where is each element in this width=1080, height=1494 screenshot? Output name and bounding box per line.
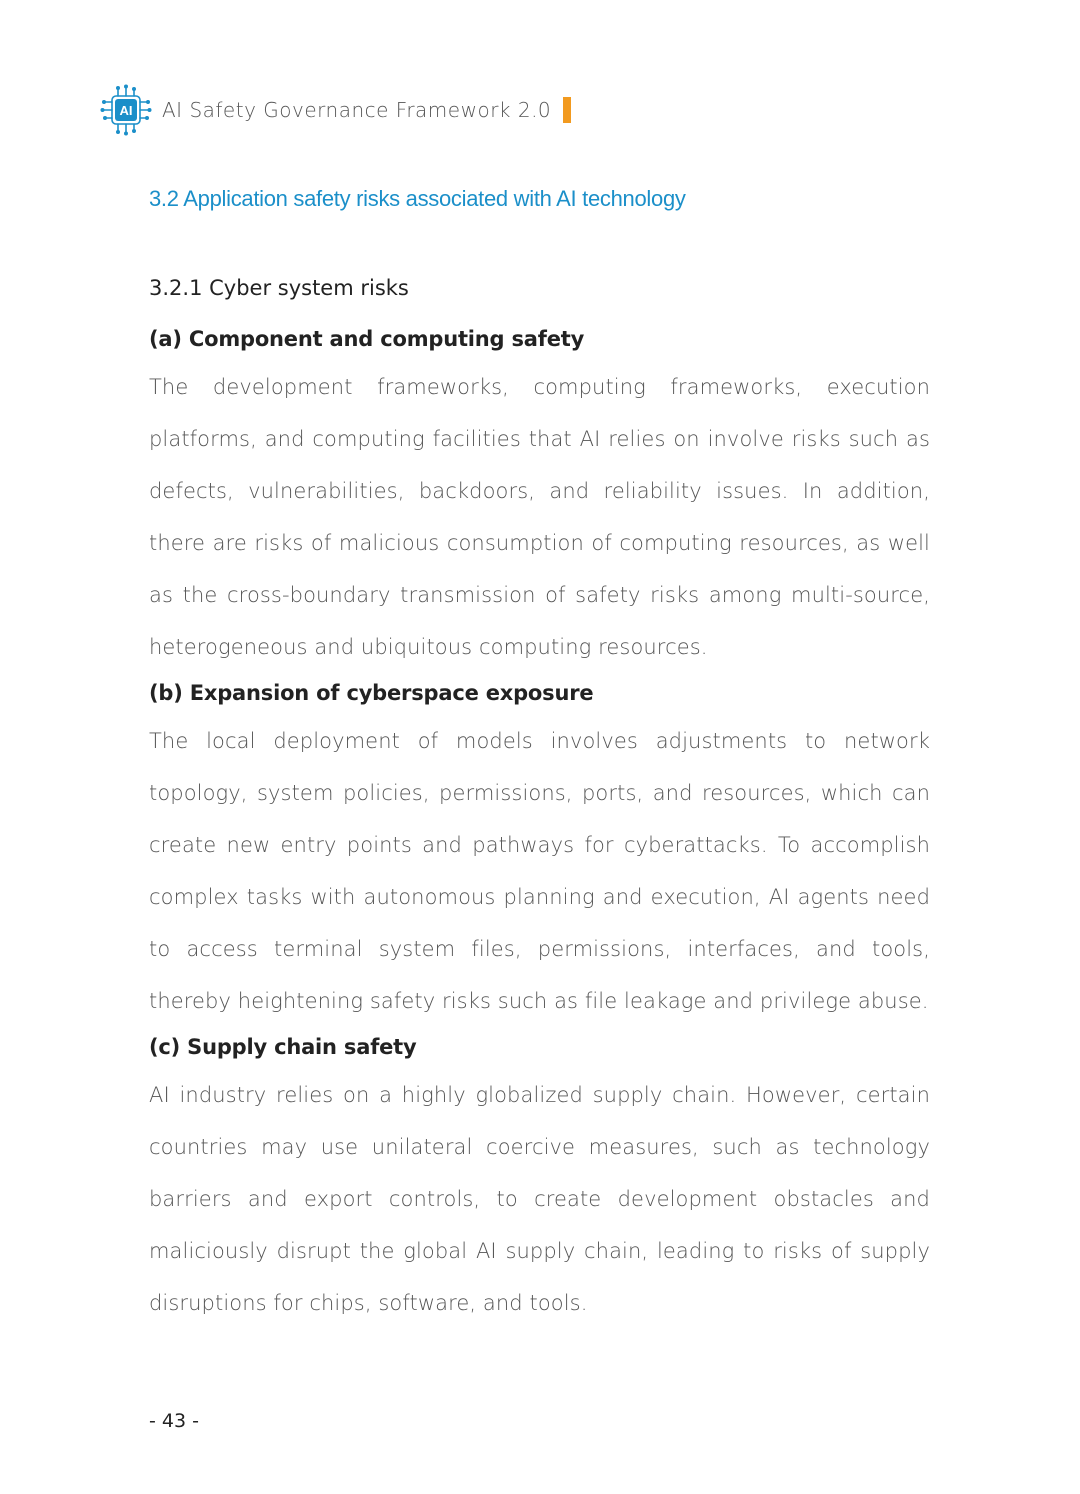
page-header (100, 82, 571, 138)
logo-text: AI (119, 103, 133, 118)
accent-bar (563, 97, 571, 123)
item-heading-b: (b) Expansion of cyberspace exposure (149, 681, 594, 705)
item-body-c: AI industry relies on a highly globalized supply chain. However, certain countries may use unilateral coercive measures, such as technology barriers and export controls, to create development obstacles and maliciously disrupt the global AI supply chain, leading to risks of supply disruptions for chips, software, and tools. (149, 1083, 930, 1315)
item-body-a: The development frameworks, computing frameworks, execution platforms, and computing facilities that AI relies on involve risks such as defects, vulnerabilities, backdoors, and reliability issues. In addition, there are risks of malicious consumption of computing resources, as well as the cross-boundary transmission of safety risks among multi-source, heterogeneous and ubiquitous computing resources. (149, 375, 930, 659)
subsection-title: 3.2.1 Cyber system risks (149, 276, 409, 300)
document-title: AI Safety Governance Framework 2.0 (162, 98, 552, 122)
item-body-b: The local deployment of models involves adjustments to network topology, system policies, permissions, ports, and resources, which can create new entry points and pathways for cyberattacks. To accomplish complex tasks with autonomous planning and execution, AI agents need to access terminal system files, permissions, interfaces, and tools, thereby heightening safety risks such as file leakage and privilege abuse. (149, 729, 930, 1013)
page-number: - 43 - (149, 1410, 199, 1432)
item-heading-c: (c) Supply chain safety (149, 1035, 417, 1059)
item-heading-a: (a) Component and computing safety (149, 327, 585, 351)
ai-chip-logo-icon (100, 84, 152, 136)
section-title: 3.2 Application safety risks associated with AI technology (149, 186, 686, 211)
page-content (149, 268, 930, 1329)
